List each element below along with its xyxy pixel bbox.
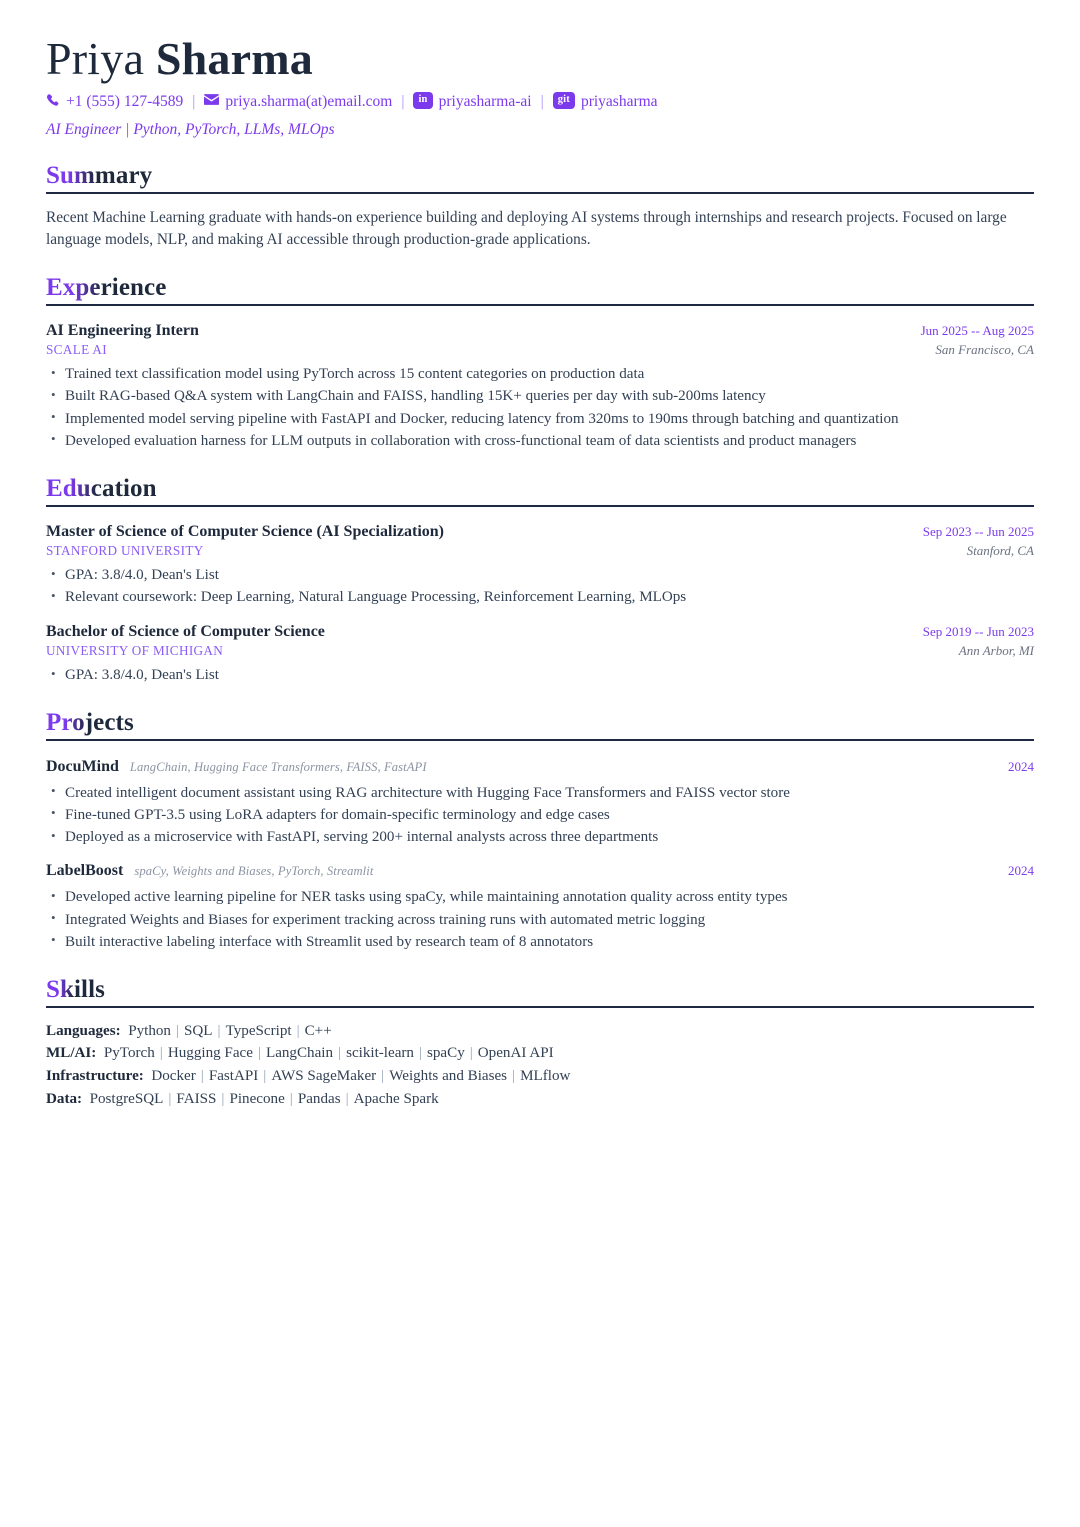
envelope-icon bbox=[204, 93, 219, 110]
contact-line bbox=[46, 93, 1034, 111]
section-skills bbox=[46, 975, 1034, 1111]
section-heading-skills: Skills bbox=[46, 975, 105, 1003]
section-divider bbox=[46, 304, 1034, 306]
projects-list bbox=[46, 757, 1034, 953]
education-bullets bbox=[46, 564, 1034, 608]
skill-category-label: Infrastructure: bbox=[46, 1068, 144, 1085]
project-header-row bbox=[46, 757, 1034, 777]
education-entry bbox=[46, 522, 1034, 609]
section-experience bbox=[46, 273, 1034, 452]
skill-group bbox=[46, 1065, 1034, 1088]
project-bullets bbox=[46, 886, 1034, 953]
skill-separator: | bbox=[512, 1068, 516, 1085]
section-projects bbox=[46, 708, 1034, 953]
project-name: DocuMind bbox=[46, 757, 119, 775]
skill-item: Pinecone bbox=[229, 1091, 285, 1108]
candidate-name bbox=[46, 34, 1034, 84]
skill-separator: | bbox=[381, 1068, 385, 1085]
degree-title: Bachelor of Science of Computer Science bbox=[46, 622, 325, 640]
skill-separator: | bbox=[338, 1045, 342, 1062]
list-item: • Deployed as a microservice with FastAPI, serving 200+ internal analysts across three departments bbox=[46, 826, 1034, 848]
entry-subheader-row bbox=[46, 643, 1034, 660]
contact-separator: | bbox=[401, 92, 405, 110]
school-location: Ann Arbor, MI bbox=[958, 642, 1034, 658]
summary-text: Recent Machine Learning graduate with hands-on experience building and deploying AI systems through internships and research projects. Focused on large language models, NLP, and making AI accessible through production-grade applications. bbox=[46, 208, 1007, 249]
skill-item: MLflow bbox=[520, 1068, 571, 1085]
skill-item: PyTorch bbox=[103, 1045, 155, 1062]
entry-subheader-row bbox=[46, 342, 1034, 359]
job-title: AI Engineering Intern bbox=[46, 321, 199, 339]
tagline: AI Engineer | Python, PyTorch, LLMs, MLOps bbox=[46, 120, 335, 138]
contact-linkedin[interactable] bbox=[413, 93, 531, 111]
degree-title: Master of Science of Computer Science (AI Specialization) bbox=[46, 522, 444, 540]
education-bullets bbox=[46, 664, 1034, 686]
skill-item: Docker bbox=[151, 1068, 196, 1085]
phone-icon bbox=[46, 93, 60, 111]
education-list bbox=[46, 522, 1034, 687]
skill-separator: | bbox=[289, 1091, 293, 1108]
list-item: • Built interactive labeling interface with Streamlit used by research team of 8 annotators bbox=[46, 931, 1034, 953]
degree-dates: Sep 2023 -- Jun 2025 bbox=[922, 523, 1034, 539]
section-divider bbox=[46, 739, 1034, 741]
company-name: SCALE AI bbox=[46, 341, 108, 357]
contact-phone[interactable] bbox=[46, 93, 183, 111]
skill-category-label: Languages: bbox=[46, 1022, 121, 1039]
list-item: • Integrated Weights and Biases for experiment tracking across training runs with automated metric logging bbox=[46, 909, 1034, 931]
education-entry bbox=[46, 622, 1034, 687]
entry-subheader-row bbox=[46, 543, 1034, 560]
skill-separator: | bbox=[469, 1045, 473, 1062]
section-divider bbox=[46, 1006, 1034, 1008]
skill-separator: | bbox=[200, 1068, 204, 1085]
skill-separator: | bbox=[257, 1045, 261, 1062]
list-item: • Built RAG-based Q&A system with LangChain and FAISS, handling 15K+ queries per day with sub-200ms latency bbox=[46, 385, 1034, 407]
skill-separator: | bbox=[159, 1045, 163, 1062]
skill-category-label: ML/AI: bbox=[46, 1045, 97, 1062]
list-item: • Developed active learning pipeline for NER tasks using spaCy, while maintaining annotation quality across entity types bbox=[46, 886, 1034, 908]
job-dates: Jun 2025 -- Aug 2025 bbox=[920, 322, 1034, 338]
contact-separator: | bbox=[192, 92, 196, 110]
list-item: • Fine-tuned GPT-3.5 using LoRA adapters for domain-specific terminology and edge cases bbox=[46, 804, 1034, 826]
section-heading-projects: Projects bbox=[46, 709, 134, 737]
list-item: • GPA: 3.8/4.0, Dean's List bbox=[46, 664, 1034, 686]
skill-item: FastAPI bbox=[208, 1068, 259, 1085]
skill-separator: | bbox=[296, 1022, 300, 1039]
skill-item: scikit-learn bbox=[346, 1045, 414, 1062]
skill-item: Weights and Biases bbox=[389, 1068, 508, 1085]
project-entry bbox=[46, 757, 1034, 849]
resume-header bbox=[46, 34, 1034, 139]
skill-separator: | bbox=[263, 1068, 267, 1085]
list-item: • Developed evaluation harness for LLM outputs in collaboration with cross-functional team of data scientists and product managers bbox=[46, 430, 1034, 452]
skill-separator: | bbox=[217, 1022, 221, 1039]
skill-item: FAISS bbox=[176, 1091, 217, 1108]
skill-separator: | bbox=[345, 1091, 349, 1108]
skill-item: PostgreSQL bbox=[89, 1091, 164, 1108]
skill-item: Pandas bbox=[297, 1091, 341, 1108]
job-location: San Francisco, CA bbox=[935, 341, 1034, 357]
project-tech-stack: spaCy, Weights and Biases, PyTorch, Streamlit bbox=[134, 864, 374, 879]
contact-email[interactable] bbox=[204, 93, 392, 110]
last-name: Sharma bbox=[155, 33, 313, 84]
linkedin-text: priyasharma-ai bbox=[438, 92, 532, 110]
skill-item: Hugging Face bbox=[167, 1045, 253, 1062]
job-bullets bbox=[46, 363, 1034, 452]
experience-entry bbox=[46, 321, 1034, 452]
list-item: • Trained text classification model using PyTorch across 15 content categories on production data bbox=[46, 363, 1034, 385]
entry-header-row bbox=[46, 622, 1034, 642]
phone-text: +1 (555) 127-4589 bbox=[66, 92, 184, 110]
entry-header-row bbox=[46, 321, 1034, 341]
list-item: • Implemented model serving pipeline with FastAPI and Docker, reducing latency from 320ms to 190ms through batching and quantization bbox=[46, 408, 1034, 430]
school-name: UNIVERSITY OF MICHIGAN bbox=[46, 642, 224, 658]
section-heading-education: Education bbox=[46, 475, 157, 503]
section-divider bbox=[46, 505, 1034, 507]
skill-item: spaCy bbox=[427, 1045, 465, 1062]
linkedin-icon: in bbox=[413, 92, 432, 110]
project-title-group bbox=[46, 861, 1008, 881]
entry-header-row bbox=[46, 522, 1034, 542]
skill-separator: | bbox=[221, 1091, 225, 1108]
skill-separator: | bbox=[175, 1022, 180, 1039]
first-name: Priya bbox=[46, 33, 145, 84]
skill-separator: | bbox=[418, 1045, 423, 1062]
section-education bbox=[46, 474, 1034, 686]
skill-item: TypeScript bbox=[225, 1022, 292, 1039]
skills-list bbox=[46, 1020, 1034, 1112]
section-summary bbox=[46, 161, 1034, 251]
list-item: • Created intelligent document assistant using RAG architecture with Hugging Face Transformers and FAISS vector store bbox=[46, 782, 1034, 804]
project-header-row bbox=[46, 861, 1034, 881]
skill-group bbox=[46, 1020, 1034, 1043]
skill-item: C++ bbox=[304, 1022, 332, 1039]
skill-item: OpenAI API bbox=[477, 1045, 554, 1062]
degree-dates: Sep 2019 -- Jun 2023 bbox=[922, 623, 1034, 639]
school-location: Stanford, CA bbox=[966, 542, 1034, 558]
project-year: 2024 bbox=[1008, 758, 1034, 774]
skill-item: SQL bbox=[184, 1022, 213, 1039]
project-tech-stack: LangChain, Hugging Face Transformers, FAISS, FastAPI bbox=[129, 759, 427, 774]
experience-list bbox=[46, 321, 1034, 452]
skill-group bbox=[46, 1088, 1034, 1111]
skill-item: LangChain bbox=[265, 1045, 334, 1062]
list-item: • Relevant coursework: Deep Learning, Natural Language Processing, Reinforcement Learning, MLOps bbox=[46, 586, 1034, 608]
section-heading-summary: Summary bbox=[46, 162, 153, 190]
contact-github[interactable] bbox=[553, 93, 658, 111]
skill-item: AWS SageMaker bbox=[271, 1068, 377, 1085]
section-divider bbox=[46, 192, 1034, 194]
skill-separator: | bbox=[168, 1091, 172, 1108]
git-icon: git bbox=[553, 92, 575, 110]
skill-group bbox=[46, 1042, 1034, 1065]
project-year: 2024 bbox=[1008, 863, 1034, 879]
project-name: LabelBoost bbox=[46, 862, 124, 880]
skill-item: Python bbox=[128, 1022, 171, 1039]
school-name: STANFORD UNIVERSITY bbox=[46, 542, 204, 558]
skill-item: Apache Spark bbox=[353, 1091, 439, 1108]
project-entry bbox=[46, 861, 1034, 953]
email-text: priya.sharma(at)email.com bbox=[225, 92, 393, 110]
list-item: • GPA: 3.8/4.0, Dean's List bbox=[46, 564, 1034, 586]
project-bullets bbox=[46, 782, 1034, 849]
contact-separator: | bbox=[540, 92, 544, 110]
project-title-group bbox=[46, 757, 1008, 777]
skill-category-label: Data: bbox=[46, 1091, 83, 1108]
github-text: priyasharma bbox=[580, 92, 658, 110]
section-heading-experience: Experience bbox=[46, 274, 167, 302]
